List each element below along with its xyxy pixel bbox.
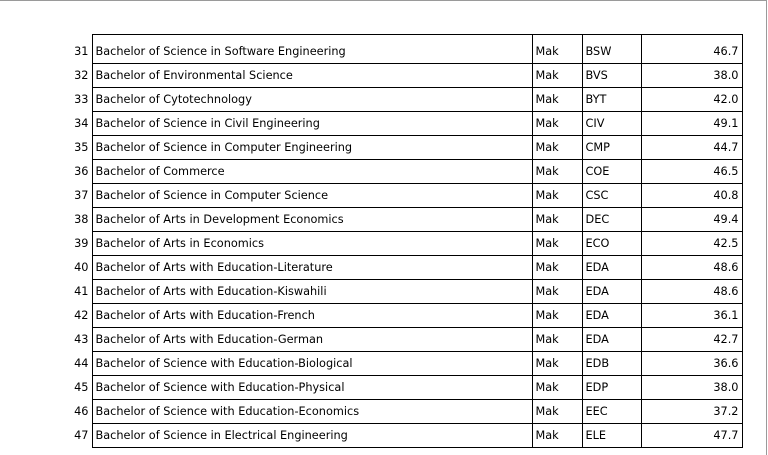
programme-name: Bachelor of Arts in Economics: [92, 232, 532, 256]
row-number: 38: [24, 208, 92, 232]
programme-name: Bachelor of Cytotechnology: [92, 88, 532, 112]
programme-code: COE: [582, 160, 641, 184]
institution: Mak: [532, 232, 582, 256]
programme-name: Bachelor of Arts with Education-Kiswahili: [92, 280, 532, 304]
programme-code: EDA: [582, 328, 641, 352]
row-number: 45: [24, 376, 92, 400]
cutoff-points: 46.7: [641, 35, 742, 64]
row-number: 39: [24, 232, 92, 256]
programs-table-body: [24, 35, 742, 448]
table-row: [24, 352, 742, 376]
programme-name: Bachelor of Environmental Science: [92, 64, 532, 88]
table-row: [24, 35, 742, 64]
institution: Mak: [532, 88, 582, 112]
cutoff-points: 42.0: [641, 88, 742, 112]
table-row: [24, 64, 742, 88]
programme-name: Bachelor of Arts with Education-German: [92, 328, 532, 352]
row-number: 34: [24, 112, 92, 136]
programme-code: BYT: [582, 88, 641, 112]
institution: Mak: [532, 352, 582, 376]
programme-code: EDA: [582, 256, 641, 280]
programme-name: Bachelor of Arts in Development Economics: [92, 208, 532, 232]
table-row: [24, 304, 742, 328]
programme-code: CMP: [582, 136, 641, 160]
programme-name: Bachelor of Arts with Education-Literature: [92, 256, 532, 280]
institution: Mak: [532, 256, 582, 280]
table-row: [24, 400, 742, 424]
table-row: [24, 136, 742, 160]
cutoff-points: 38.0: [641, 376, 742, 400]
row-number: 31: [24, 35, 92, 64]
programme-name: Bachelor of Science in Electrical Engineering: [92, 424, 532, 448]
table-row: [24, 160, 742, 184]
cutoff-points: 46.5: [641, 160, 742, 184]
programme-code: BSW: [582, 35, 641, 64]
programme-name: Bachelor of Science with Education-Biological: [92, 352, 532, 376]
row-number: 40: [24, 256, 92, 280]
cutoff-points: 48.6: [641, 256, 742, 280]
programme-name: Bachelor of Science with Education-Economics: [92, 400, 532, 424]
table-row: [24, 184, 742, 208]
row-number: 46: [24, 400, 92, 424]
institution: Mak: [532, 208, 582, 232]
row-number: 32: [24, 64, 92, 88]
programme-code: ECO: [582, 232, 641, 256]
cutoff-points: 36.1: [641, 304, 742, 328]
row-number: 36: [24, 160, 92, 184]
programme-code: EDP: [582, 376, 641, 400]
cutoff-points: 37.2: [641, 400, 742, 424]
institution: Mak: [532, 35, 582, 64]
programme-code: CIV: [582, 112, 641, 136]
table-row: [24, 280, 742, 304]
institution: Mak: [532, 376, 582, 400]
programme-name: Bachelor of Science in Civil Engineering: [92, 112, 532, 136]
programme-code: EEC: [582, 400, 641, 424]
cutoff-points: 44.7: [641, 136, 742, 160]
programme-code: CSC: [582, 184, 641, 208]
cutoff-points: 47.7: [641, 424, 742, 448]
cutoff-points: 42.5: [641, 232, 742, 256]
row-number: 41: [24, 280, 92, 304]
cutoff-points: 49.4: [641, 208, 742, 232]
programme-name: Bachelor of Science with Education-Physical: [92, 376, 532, 400]
institution: Mak: [532, 328, 582, 352]
cutoff-points: 40.8: [641, 184, 742, 208]
table-row: [24, 88, 742, 112]
row-number: 44: [24, 352, 92, 376]
institution: Mak: [532, 280, 582, 304]
programme-name: Bachelor of Science in Computer Engineering: [92, 136, 532, 160]
programme-code: EDB: [582, 352, 641, 376]
programme-code: EDA: [582, 304, 641, 328]
table-row: [24, 256, 742, 280]
institution: Mak: [532, 424, 582, 448]
table-row: [24, 232, 742, 256]
row-number: 37: [24, 184, 92, 208]
programme-code: DEC: [582, 208, 641, 232]
table-row: [24, 208, 742, 232]
programs-table: [24, 34, 743, 448]
cutoff-points: 48.6: [641, 280, 742, 304]
table-row: [24, 328, 742, 352]
cutoff-points: 38.0: [641, 64, 742, 88]
row-number: 43: [24, 328, 92, 352]
table-row: [24, 112, 742, 136]
cutoff-points: 49.1: [641, 112, 742, 136]
cutoff-points: 36.6: [641, 352, 742, 376]
programme-name: Bachelor of Science in Computer Science: [92, 184, 532, 208]
institution: Mak: [532, 304, 582, 328]
row-number: 47: [24, 424, 92, 448]
row-number: 33: [24, 88, 92, 112]
row-number: 35: [24, 136, 92, 160]
table-row: [24, 376, 742, 400]
table-row: [24, 424, 742, 448]
cutoff-points: 42.7: [641, 328, 742, 352]
programme-code: ELE: [582, 424, 641, 448]
institution: Mak: [532, 64, 582, 88]
programme-name: Bachelor of Commerce: [92, 160, 532, 184]
institution: Mak: [532, 112, 582, 136]
programme-code: EDA: [582, 280, 641, 304]
institution: Mak: [532, 136, 582, 160]
programme-name: Bachelor of Arts with Education-French: [92, 304, 532, 328]
institution: Mak: [532, 400, 582, 424]
institution: Mak: [532, 160, 582, 184]
programme-name: Bachelor of Science in Software Engineering: [92, 35, 532, 64]
institution: Mak: [532, 184, 582, 208]
row-number: 42: [24, 304, 92, 328]
programme-code: BVS: [582, 64, 641, 88]
